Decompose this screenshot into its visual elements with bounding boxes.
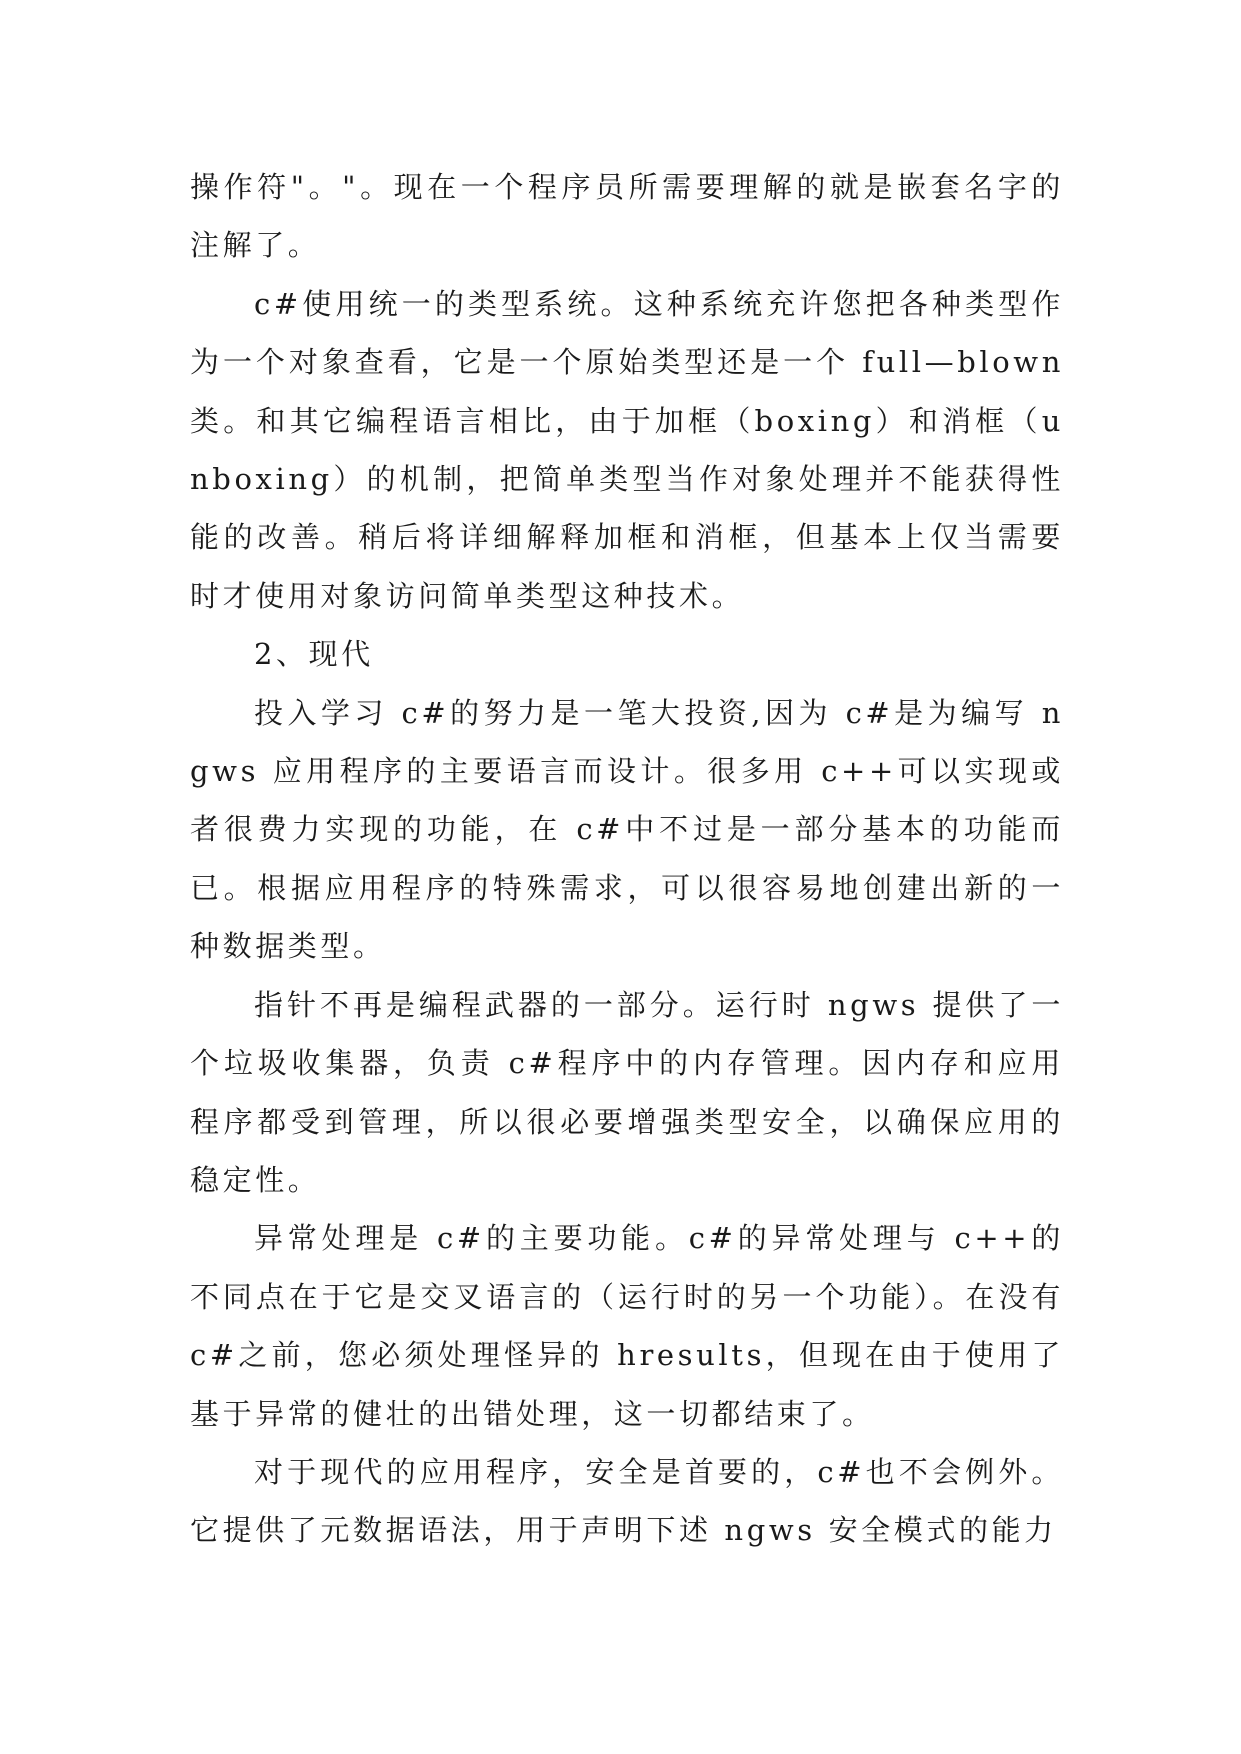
- paragraph-1: 操作符"。"。现在一个程序员所需要理解的就是嵌套名字的注解了。: [190, 170, 1064, 263]
- paragraph-5: 异常处理是 c#的主要功能。c#的异常处理与 c++的不同点在于它是交叉语言的（运行时的另一个功能）。在没有 c#之前，您必须处理怪异的 hresults，但现在由于使用了基于异常的健壮的出错处理，这一切都结束了。: [190, 1221, 1064, 1431]
- paragraph-2: c#使用统一的类型系统。这种系统充许您把各种类型作为一个对象查看，它是一个原始类型还是一个 full—blown 类。和其它编程语言相比，由于加框（boxing）和消框（unboxing）的机制，把简单类型当作对象处理并不能获得性能的改善。稍后将详细解释加框和消框，但基本上仅当需要时才使用对象访问简单类型这种技术。: [190, 286, 1064, 613]
- paragraph-4: 指针不再是编程武器的一部分。运行时 ngws 提供了一个垃圾收集器，负责 c#程序中的内存管理。因内存和应用程序都受到管理，所以很必要增强类型安全，以确保应用的稳定性。: [190, 987, 1064, 1197]
- paragraph-3: 投入学习 c#的努力是一笔大投资,因为 c#是为编写 ngws 应用程序的主要语言而设计。很多用 c++可以实现或者很费力实现的功能，在 c#中不过是一部分基本的功能而已。根据应用程序的特殊需求，可以很容易地创建出新的一种数据类型。: [190, 695, 1064, 964]
- document-body: [190, 158, 1064, 1560]
- section-heading-modern: 2、现代: [254, 637, 374, 672]
- paragraph-6: 对于现代的应用程序，安全是首要的，c#也不会例外。它提供了元数据语法，用于声明下述 ngws 安全模式的能力: [190, 1454, 1064, 1548]
